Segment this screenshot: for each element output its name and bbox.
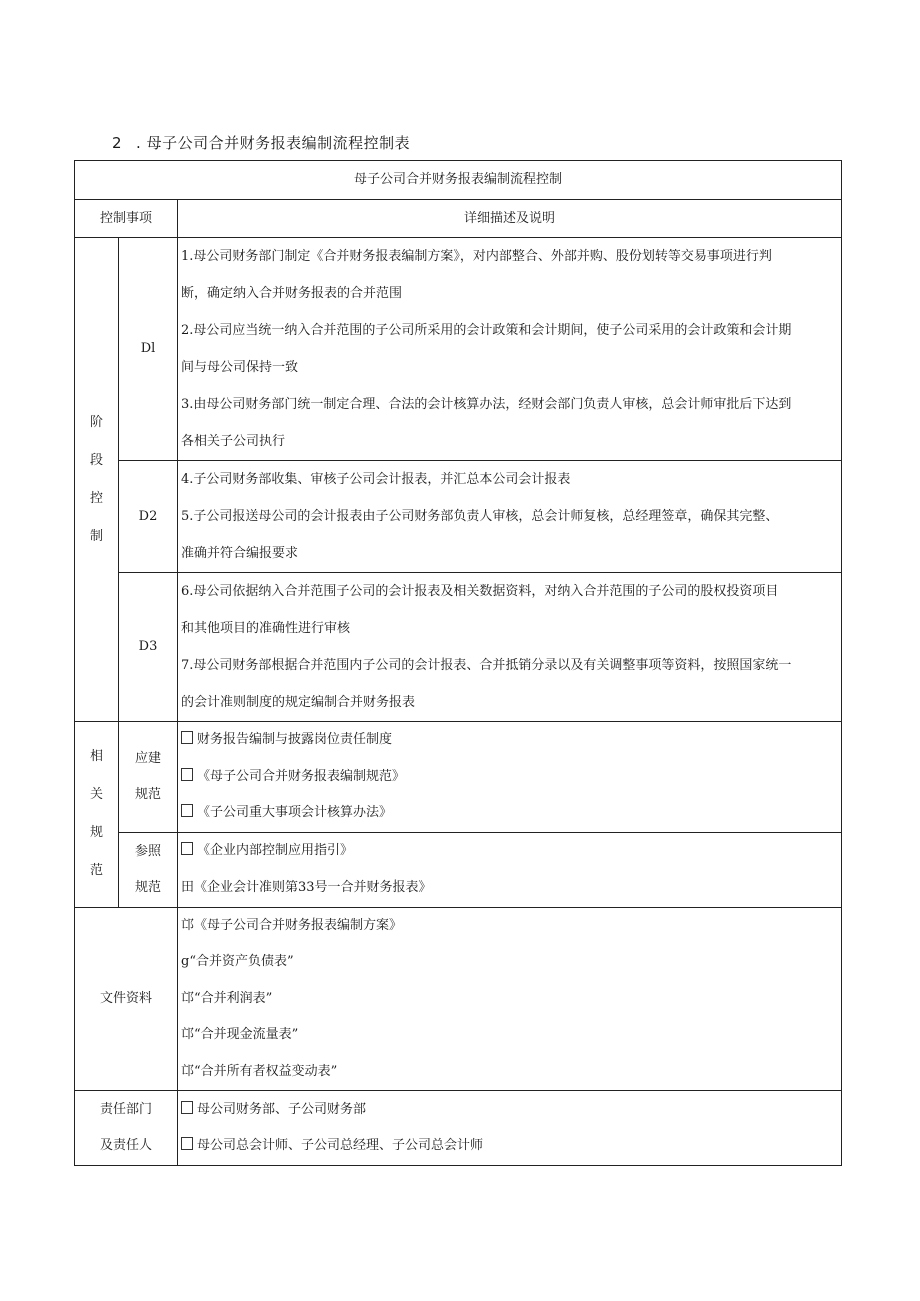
header-control-item: 控制事项 xyxy=(75,200,178,238)
list-item: 邙《母子公司合并财务报表编制方案》 xyxy=(181,917,403,933)
checkbox-icon xyxy=(181,768,193,781)
section-number: 2 xyxy=(112,134,123,152)
header-description: 详细描述及说明 xyxy=(178,200,842,238)
table-title: 母子公司合并财务报表编制流程控制 xyxy=(75,161,842,200)
list-item: 《子公司重大事项会计核算办法》 xyxy=(181,795,835,832)
stage-d3-description: 6.母公司依据纳入合并范围子公司的会计报表及相关数据资料，对纳入合并范围的子公司的股权投资项目 和其他项目的准确性进行审核 7.母公司财务部根据合并范围内子公司的会计报表、合并抵销分录以及有关调整事项等资料，按照国家统一 的会计准则制度的规定编制合并财务报表 xyxy=(178,573,842,722)
checkbox-icon xyxy=(181,842,193,855)
list-item: 母公司总会计师、子公司总经理、子公司总会计师 xyxy=(181,1128,835,1165)
reference-norms-label: 参照 规范 xyxy=(119,832,178,907)
checkbox-icon xyxy=(181,804,193,817)
control-table xyxy=(74,160,841,1166)
stage-d2-description: 4.子公司财务部收集、审核子公司会计报表，并汇总本公司会计报表 5.子公司报送母公司的会计报表由子公司财务部负责人审核，总会计师复核，总经理签章，确保其完整、 准确并符合编报要求 xyxy=(178,461,842,573)
list-item: 邙“合并利润表” xyxy=(181,990,273,1006)
section-heading xyxy=(112,132,410,153)
list-item: g“合并资产负债表” xyxy=(181,954,294,969)
checkbox-icon xyxy=(181,1101,193,1114)
list-item: 田《企业会计准则第33号一合并财务报表》 xyxy=(181,879,432,895)
list-item: 《企业内部控制应用指引》 xyxy=(181,833,835,870)
build-norms-label: 应建 规范 xyxy=(119,722,178,833)
list-item: 邙“合并所有者权益变动表” xyxy=(181,1063,338,1079)
related-norms-label: 相 关 规 范 xyxy=(75,722,119,908)
stage-d3-code: D3 xyxy=(119,573,178,722)
stage-d1-description: 1.母公司财务部门制定《合并财务报表编制方案》，对内部整合、外部并购、股份划转等交易事项进行判 断，确定纳入合并财务报表的合并范围 2.母公司应当统一纳入合并范围的子公司所采用的会计政策和会计期间，使子公司采用的会计政策和会计期 间与母公司保持一致 3.由母公司财务部门统一制定合理、合法的会计核算办法，经财会部门负责人审核，总会计师审批后下达到 各相关子公司执行 xyxy=(178,238,842,461)
stage-control-label: 阶 段 控 制 xyxy=(75,238,119,722)
build-norms-list xyxy=(178,722,842,833)
list-item: 邙“合并现金流量表” xyxy=(181,1027,299,1042)
stage-d1-code: Dl xyxy=(119,238,178,461)
list-item: 《母子公司合并财务报表编制规范》 xyxy=(181,759,835,796)
reference-norms-list xyxy=(178,832,842,907)
checkbox-icon xyxy=(181,1137,193,1150)
stage-d2-code: D2 xyxy=(119,461,178,573)
documents-label: 文件资料 xyxy=(75,907,178,1091)
checkbox-icon xyxy=(181,731,193,744)
responsibility-list xyxy=(178,1091,842,1166)
list-item: 财务报告编制与披露岗位责任制度 xyxy=(181,722,835,759)
section-title: . 母子公司合并财务报表编制流程控制表 xyxy=(136,134,411,152)
documents-list xyxy=(178,907,842,1091)
responsibility-label: 责任部门 及责任人 xyxy=(75,1091,178,1166)
list-item: 母公司财务部、子公司财务部 xyxy=(181,1092,835,1129)
